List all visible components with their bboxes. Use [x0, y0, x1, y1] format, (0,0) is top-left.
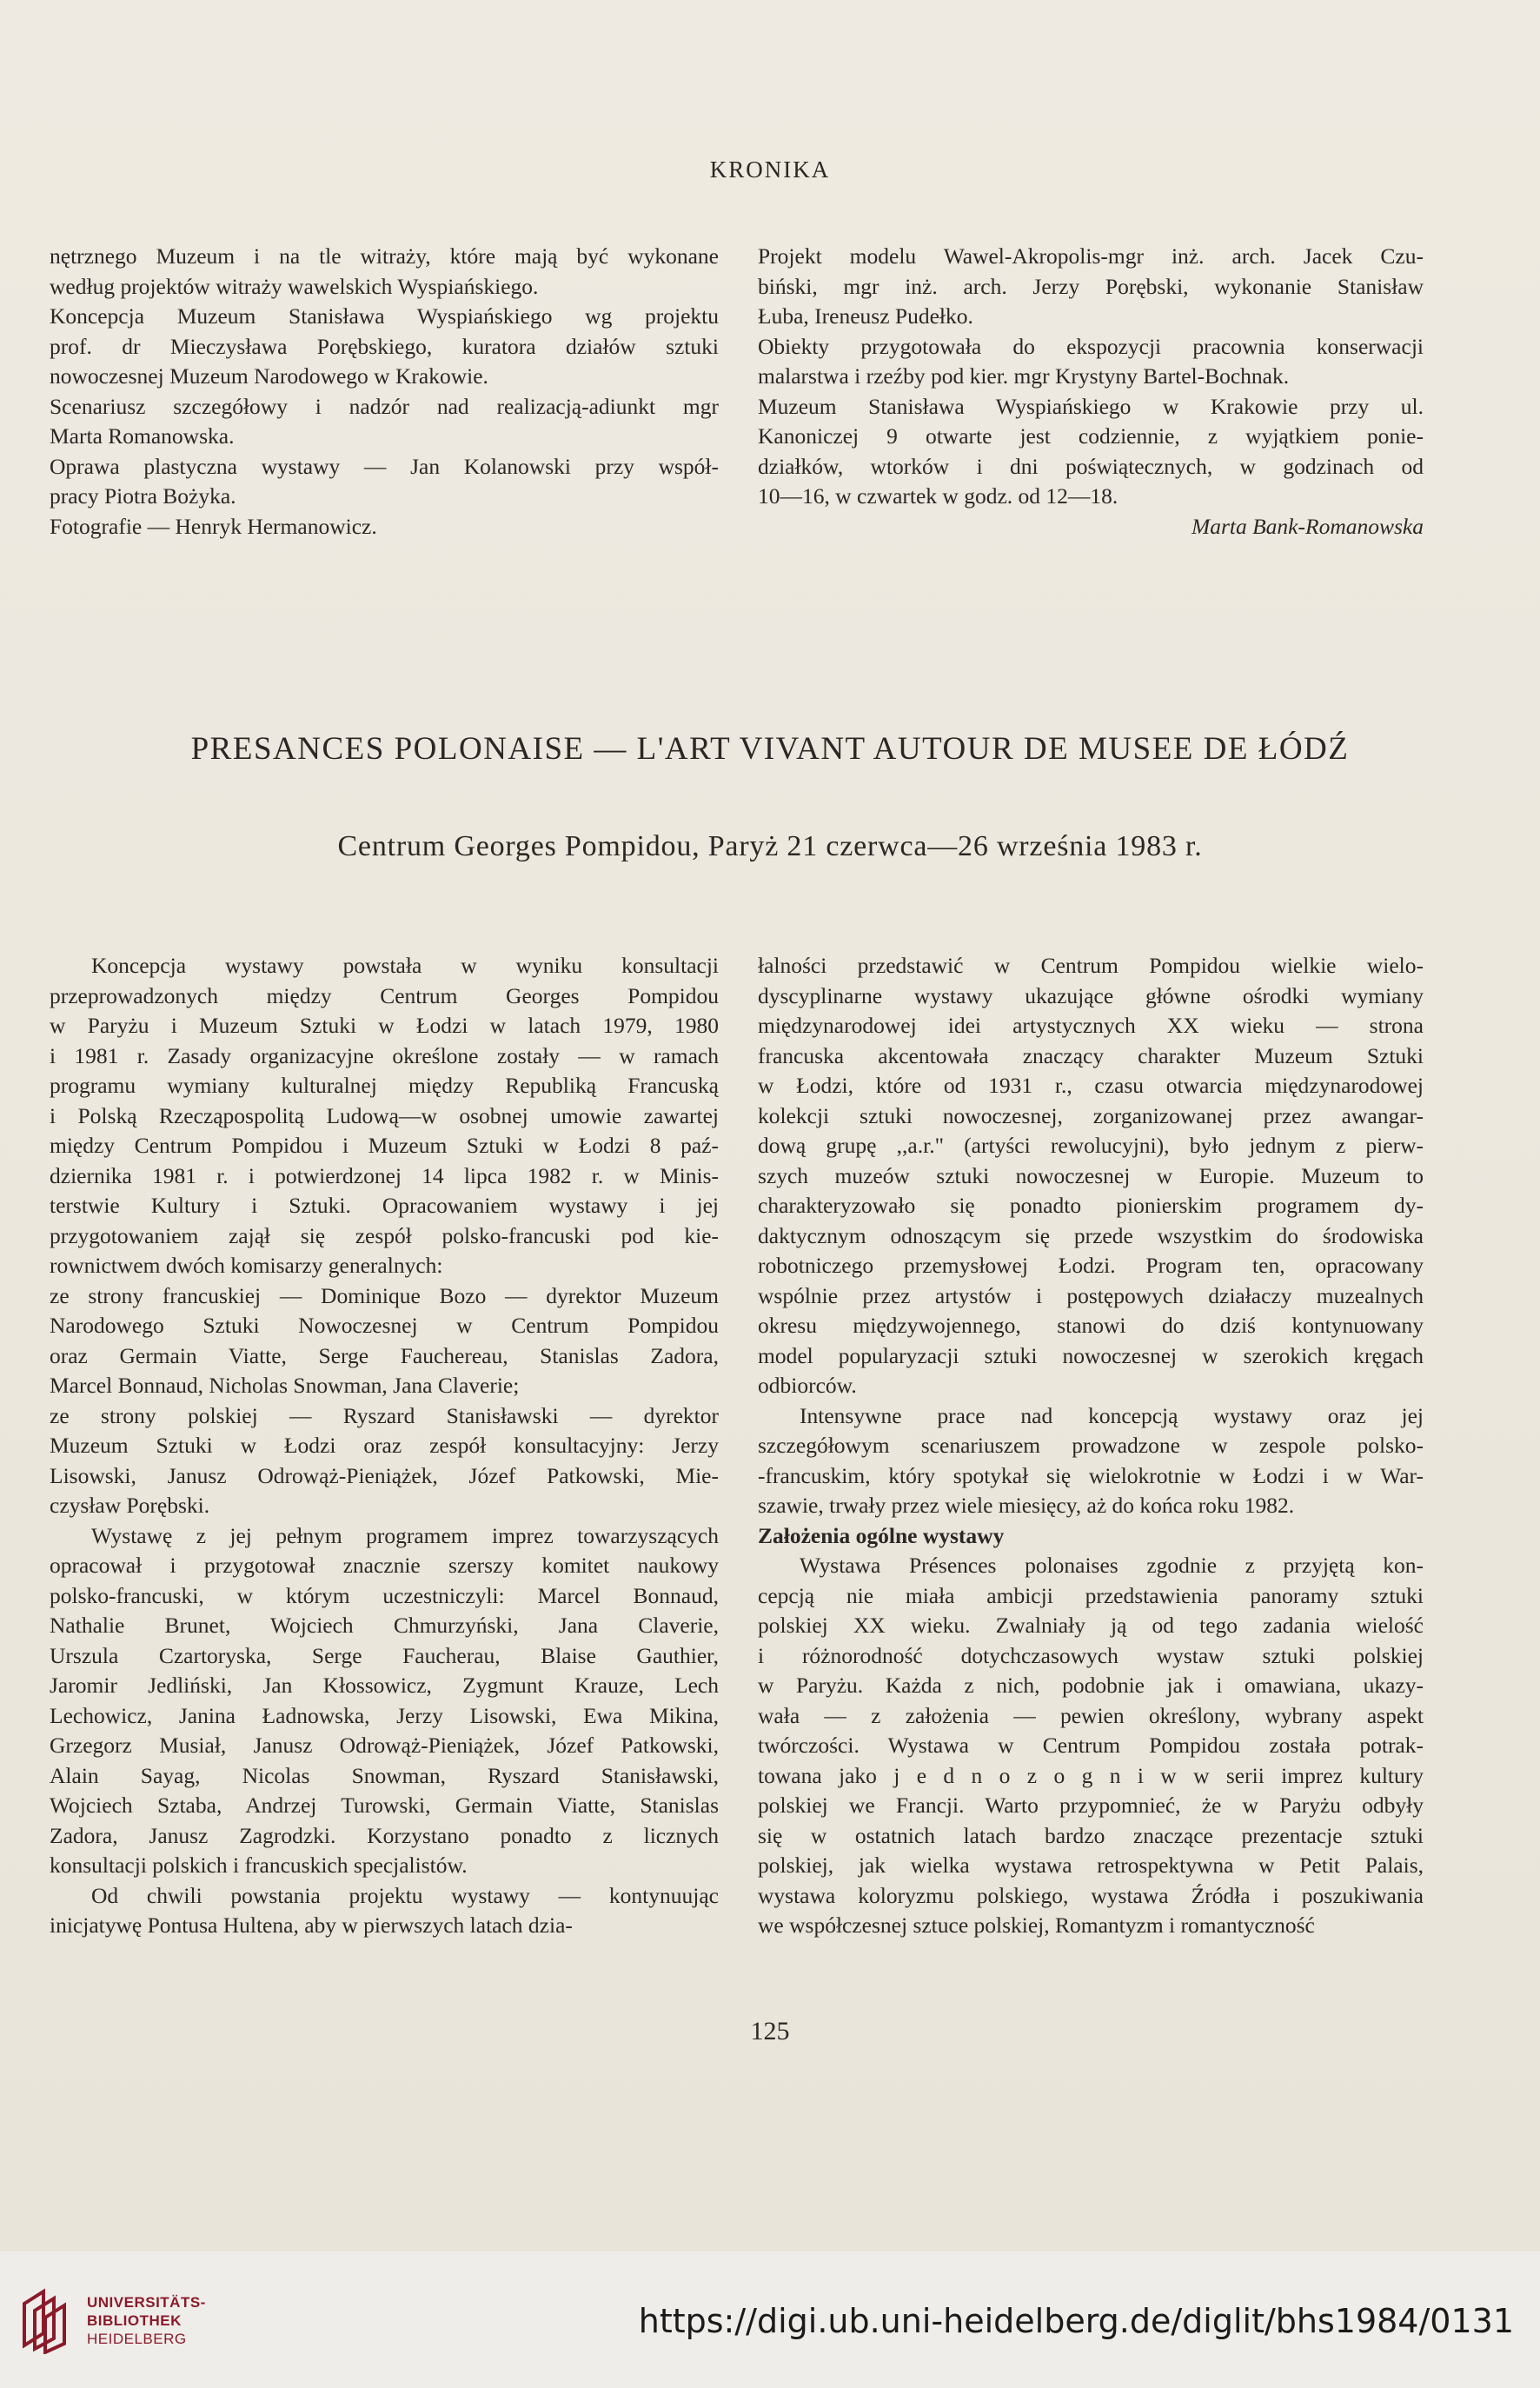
text-line: Projekt modelu Wawel-Akropolis-mgr inż. arch. Jacek Czu-: [758, 243, 1424, 269]
text-line: czysław Porębski.: [50, 1493, 210, 1518]
text-line: Scenariusz szczegółowy i nadzór nad realizacją-adiunkt mgr: [50, 393, 719, 419]
text-line: Grzegorz Musiał, Janusz Odrowąż-Pieniążek, Józef Patkowski,: [50, 1733, 719, 1758]
library-name: [87, 2293, 206, 2348]
text-line: prof. dr Mieczysława Porębskiego, kuratora działów sztuki: [50, 333, 719, 359]
text-line: Koncepcja Muzeum Stanisława Wyspiańskiego wg projektu: [50, 303, 719, 329]
text-line: programu wymiany kulturalnej między Republiką Francuską: [50, 1073, 719, 1098]
text-line: w Łodzi, które od 1931 r., czasu otwarcia międzynarodowej: [758, 1073, 1424, 1098]
document-url-link[interactable]: https://digi.ub.uni-heidelberg.de/diglit/bhs1984/0131: [638, 2302, 1514, 2340]
article-subtitle: Centrum Georges Pompidou, Paryż 21 czerwca—26 września 1983 r.: [337, 830, 1203, 862]
text-line: w Paryżu. Każda z nich, podobnie jak i omawiana, ukazy-: [758, 1673, 1424, 1698]
viewer-footer: [0, 2252, 1540, 2388]
author-signature: Marta Bank-Romanowska: [1191, 513, 1424, 539]
text-line: i 1981 r. Zasady organizacyjne określone zostały — w ramach: [50, 1042, 719, 1068]
text-line: przygotowaniem zajął się zespół polsko-francuski pod kie-: [50, 1222, 719, 1248]
text-line: Wojciech Sztaba, Andrzej Turowski, Germain Viatte, Stanislas: [50, 1793, 719, 1818]
main-left-column: [50, 951, 719, 1941]
text-line: Nathalie Brunet, Wojciech Chmurzyński, Jana Claverie,: [50, 1613, 719, 1638]
text-line: charakteryzowało się ponadto pionierskim programem dy-: [758, 1193, 1424, 1218]
text-line: rownictwem dwóch komisarzy generalnych:: [50, 1253, 443, 1278]
text-line: Muzeum Stanisława Wyspiańskiego w Krakowie przy ul.: [758, 393, 1424, 419]
text-line: i różnorodność dotychczasowych wystaw sztuki polskiej: [758, 1642, 1424, 1668]
article-title: PRESANCES POLONAISE — L'ART VIVANT AUTOUR DE MUSEE DE ŁÓDŹ: [190, 731, 1350, 767]
text-line: Oprawa plastyczna wystawy — Jan Kolanowski przy współ-: [50, 453, 719, 479]
top-left-column: [50, 242, 719, 542]
text-line: terstwie Kultury i Sztuki. Opracowaniem wystawy i jej: [50, 1193, 719, 1218]
text-line: okresu międzywojennego, stanowi do dziś kontynuowany: [758, 1313, 1424, 1338]
text-line: polskiej XX wieku. Zwalniały ją od tego zadania wielość: [758, 1613, 1424, 1638]
text-line: Fotografie — Henryk Hermanowicz.: [50, 513, 377, 539]
running-head: KRONIKA: [709, 156, 831, 183]
text-line: szych muzeów sztuki nowoczesnej w Europie. Muzeum to: [758, 1162, 1424, 1188]
text-line: dyscyplinarne wystawy ukazujące główne ośrodki wymiany: [758, 982, 1424, 1008]
text-line: wspólnie przez artystów i postępowych działaczy muzealnych: [758, 1282, 1424, 1308]
text-line: we współczesnej sztuce polskiej, Romantyzm i romantyczność: [758, 1912, 1315, 1938]
text-line: wystawa koloryzmu polskiego, wystawa Źródła i poszukiwania: [758, 1882, 1424, 1908]
text-line: Lisowski, Janusz Odrowąż-Pieniążek, Józef Patkowski, Mie-: [50, 1462, 719, 1488]
text-line: ze strony polskiej — Ryszard Stanisławski — dyrektor: [50, 1402, 719, 1428]
text-line: Jaromir Jedliński, Jan Kłossowicz, Zygmunt Krauze, Lech: [50, 1673, 719, 1698]
text-line: -francuskim, który spotykał się wielokrotnie w Łodzi i w War-: [758, 1462, 1424, 1488]
text-line: Obiekty przygotowała do ekspozycji pracownia konserwacji: [758, 333, 1424, 359]
text-line: Alain Sayag, Nicolas Snowman, Ryszard Stanisławski,: [50, 1762, 719, 1788]
text-line: Wystawa Présences polonaises zgodnie z przyjętą kon-: [800, 1553, 1424, 1578]
text-line: konsultacji polskich i francuskich specjalistów.: [50, 1853, 468, 1878]
text-line: Koncepcja wystawy powstała w wyniku konsultacji: [91, 953, 719, 978]
text-line: przeprowadzonych między Centrum Georges Pompidou: [50, 982, 719, 1008]
top-right-column: [758, 242, 1424, 542]
text-line: szawie, trwały przez wiele miesięcy, aż do końca roku 1982.: [758, 1493, 1295, 1518]
text-line: cepcją nie miała ambicji przedstawienia panoramy sztuki: [758, 1582, 1424, 1608]
text-line: działków, wtorków i dni poświątecznych, w godzinach od: [758, 453, 1424, 479]
text-line: dziernika 1981 r. i potwierdzonej 14 lipca 1982 r. w Minis-: [50, 1162, 719, 1188]
text-line: pracy Piotra Bożyka.: [50, 483, 236, 509]
text-line: szczegółowym scenariuszem prowadzone w zespole polsko-: [758, 1433, 1424, 1458]
text-line: malarstwa i rzeźby pod kier. mgr Krystyny Bartel-Bochnak.: [758, 363, 1290, 389]
text-line: międzynarodowej idei artystycznych XX wieku — strona: [758, 1013, 1424, 1038]
text-line: 10—16, w czwartek w godz. od 12—18.: [758, 483, 1118, 509]
text-line: się w ostatnich latach bardzo znaczące prezentacje sztuki: [758, 1822, 1424, 1848]
text-line: odbiorców.: [758, 1373, 857, 1398]
text-line: robotniczego przemysłowej Łodzi. Program ten, opracowany: [758, 1253, 1424, 1278]
text-line: między Centrum Pompidou i Muzeum Sztuki w Łodzi 8 paź-: [50, 1133, 719, 1158]
text-line: Łuba, Ireneusz Pudełko.: [758, 303, 973, 329]
main-right-column: [758, 951, 1424, 1941]
text-line: Marcel Bonnaud, Nicholas Snowman, Jana Claverie;: [50, 1373, 520, 1398]
text-line: polskiej we Francji. Warto przypomnieć, że w Paryżu odbyły: [758, 1793, 1424, 1818]
text-line: Muzeum Sztuki w Łodzi oraz zespół konsultacyjny: Jerzy: [50, 1433, 719, 1458]
text-line: inicjatywę Pontusa Hultena, aby w pierwszych latach dzia-: [50, 1912, 573, 1938]
text-line: i Polską Rzecząpospolitą Ludową—w osobnej umowie zawartej: [50, 1102, 719, 1128]
text-line: Urszula Czartoryska, Serge Faucherau, Blaise Gauthier,: [50, 1642, 719, 1668]
text-line: nętrznego Muzeum i na tle witraży, które mają być wykonane: [50, 243, 719, 269]
text-line: polsko-francuski, w którym uczestniczyli: Marcel Bonnaud,: [50, 1582, 719, 1608]
text-line: dową grupę ,,a.r." (artyści rewolucyjni), było jednym z pierw-: [758, 1133, 1424, 1158]
text-line: łalności przedstawić w Centrum Pompidou wielkie wielo-: [758, 953, 1424, 978]
text-line: Założenia ogólne wystawy: [758, 1522, 1005, 1548]
text-line: Lechowicz, Janina Ładnowska, Jerzy Lisowski, Ewa Mikina,: [50, 1702, 719, 1728]
text-line: oraz Germain Viatte, Serge Fauchereau, Stanislas Zadora,: [50, 1342, 719, 1368]
text-line: francuska akcentowała znaczący charakter Muzeum Sztuki: [758, 1042, 1424, 1068]
library-name-line3: HEIDELBERG: [87, 2331, 187, 2347]
text-line: opracował i przygotował znacznie szerszy komitet naukowy: [50, 1553, 719, 1578]
text-line: Intensywne prace nad koncepcją wystawy oraz jej: [800, 1402, 1424, 1428]
text-line: towana jako j e d n o z o g n i w w serii imprez kultury: [758, 1762, 1424, 1788]
text-line: ze strony francuskiej — Dominique Bozo — dyrektor Muzeum: [50, 1282, 719, 1308]
text-line: kolekcji sztuki nowoczesnej, zorganizowanej przez awangar-: [758, 1102, 1424, 1128]
text-line: Marta Romanowska.: [50, 423, 235, 449]
text-line: Wystawę z jej pełnym programem imprez towarzyszących: [91, 1522, 719, 1548]
library-name-line1: UNIVERSITÄTS-: [87, 2294, 206, 2311]
library-logo-icon: [17, 2285, 78, 2354]
text-line: Narodowego Sztuki Nowoczesnej w Centrum Pompidou: [50, 1313, 719, 1338]
text-line: wała — z założenia — pewien określony, wybrany aspekt: [758, 1702, 1424, 1728]
text-line: Zadora, Janusz Zagrodzki. Korzystano ponadto z licznych: [50, 1822, 719, 1848]
text-line: Od chwili powstania projektu wystawy — kontynuując: [91, 1882, 719, 1908]
text-line: polskiej, jak wielka wystawa retrospektywna w Petit Palais,: [758, 1853, 1424, 1878]
text-line: w Paryżu i Muzeum Sztuki w Łodzi w latach 1979, 1980: [50, 1013, 719, 1038]
text-line: nowoczesnej Muzeum Narodowego w Krakowie.: [50, 363, 488, 389]
text-line: model popularyzacji sztuki nowoczesnej w szerokich kręgach: [758, 1342, 1424, 1368]
text-line: biński, mgr inż. arch. Jerzy Porębski, wykonanie Stanisław: [758, 273, 1424, 299]
text-line: daktycznym odnoszącym się przede wszystkim do środowiska: [758, 1222, 1424, 1248]
text-line: Kanoniczej 9 otwarte jest codziennie, z wyjątkiem ponie-: [758, 423, 1424, 449]
library-name-line2: BIBLIOTHEK: [87, 2312, 182, 2329]
page-number: 125: [750, 2017, 790, 2045]
text-line: twórczości. Wystawa w Centrum Pompidou została potrak-: [758, 1733, 1424, 1758]
text-line: według projektów witraży wawelskich Wyspiańskiego.: [50, 273, 539, 299]
